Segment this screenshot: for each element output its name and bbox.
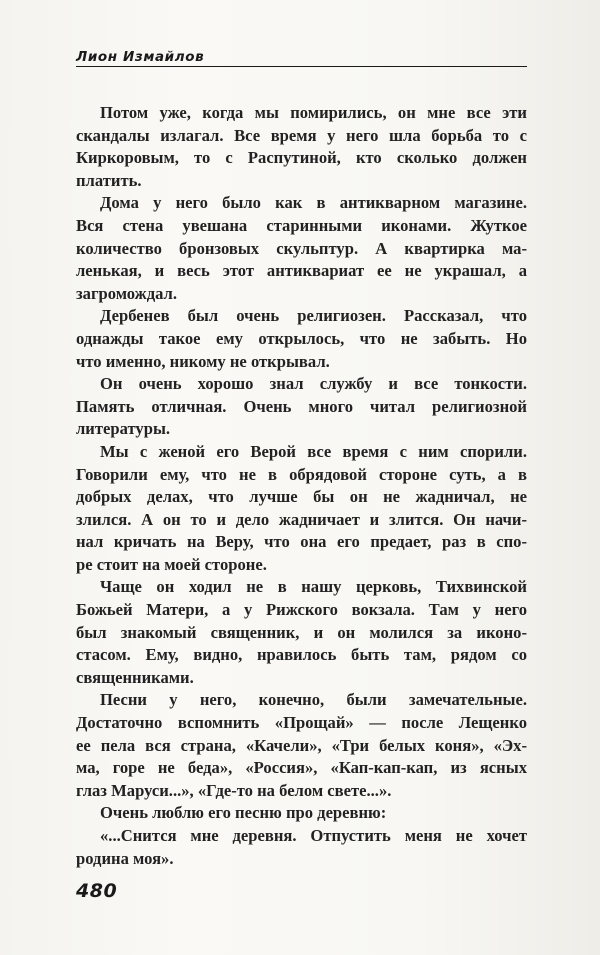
text-line: ре стоит на моей стороне. bbox=[76, 554, 267, 574]
text-line: загромождал. bbox=[76, 283, 178, 303]
text-line: платить. bbox=[76, 170, 142, 190]
header-rule bbox=[76, 66, 527, 67]
text-line: Чаще он ходил не в нашу церковь, Тихвинской bbox=[100, 577, 527, 597]
text-line: священниками. bbox=[76, 667, 194, 687]
text-line: злился. А он то и дело жадничает и злится. Он начи- bbox=[76, 509, 527, 529]
paragraph bbox=[76, 689, 527, 802]
text-line: ее пела вся страна, «Качели», «Три белых коня», «Эх- bbox=[76, 735, 527, 755]
text-line: Мы с женой его Верой все время с ним спорили. bbox=[100, 441, 527, 461]
text-line: Дербенев был очень религиозен. Рассказал, что bbox=[100, 306, 527, 326]
paragraph bbox=[76, 441, 527, 577]
text-line: Вся стена увешана старинными иконами. Жуткое bbox=[76, 215, 527, 235]
text-line: однажды такое ему открылось, что не забыть. Но bbox=[76, 328, 527, 348]
text-line: литературы. bbox=[76, 419, 171, 439]
text-line: Память отличная. Очень много читал религиозной bbox=[76, 396, 527, 416]
paragraph bbox=[76, 825, 527, 870]
text-line: Песни у него, конечно, были замечательные. bbox=[100, 690, 527, 710]
text-line: родина моя». bbox=[76, 848, 174, 868]
text-line: был знакомый священник, и он молился за иконо- bbox=[76, 622, 527, 642]
text-line: что именно, никому не открывал. bbox=[76, 351, 330, 371]
text-line: Достаточно вспомнить «Прощай» — после Лещенко bbox=[76, 713, 527, 733]
page-number: 480 bbox=[76, 880, 118, 902]
text-line: скандалы излагал. Все время у него шла борьба то с bbox=[76, 125, 527, 145]
paragraph bbox=[76, 576, 527, 689]
text-line: Говорили ему, что не в обрядовой стороне суть, а в bbox=[76, 464, 527, 484]
paragraph bbox=[76, 802, 527, 825]
text-line: Очень люблю его песню про деревню: bbox=[100, 803, 387, 823]
text-line: ленькая, и весь этот антиквариат ее не украшал, а bbox=[76, 261, 527, 281]
paragraph bbox=[76, 192, 527, 305]
text-line: количество бронзовых скульптур. А квартирка ма- bbox=[76, 238, 527, 258]
text-line: стасом. Ему, видно, нравилось быть там, рядом со bbox=[76, 645, 527, 665]
text-line: «...Снится мне деревня. Отпустить меня не хочет bbox=[100, 826, 527, 845]
text-line: добрых делах, что лучше бы он не жадничал, не bbox=[76, 487, 527, 507]
text-line: глаз Маруси...», «Где-то на белом свете...». bbox=[76, 780, 392, 800]
text-line: Потом уже, когда мы помирились, он мне все эти bbox=[100, 103, 527, 122]
paragraph bbox=[76, 102, 527, 192]
text-line: нал кричать на Веру, что она его предает, раз в спо- bbox=[76, 532, 527, 552]
text-line: Дома у него было как в антикварном магазине. bbox=[100, 193, 527, 213]
text-line: Божьей Матери, а у Рижского вокзала. Там у него bbox=[76, 600, 527, 620]
text-line: Он очень хорошо знал службу и все тонкости. bbox=[100, 374, 527, 394]
paragraph bbox=[76, 305, 527, 373]
paragraph bbox=[76, 373, 527, 441]
body-text bbox=[76, 102, 527, 870]
text-line: Киркоровым, то с Распутиной, кто сколько должен bbox=[76, 148, 527, 168]
text-line: ма, горе не беда», «Россия», «Кап-кап-кап, из ясных bbox=[76, 758, 527, 778]
running-header: Лион Измайлов bbox=[76, 49, 205, 65]
